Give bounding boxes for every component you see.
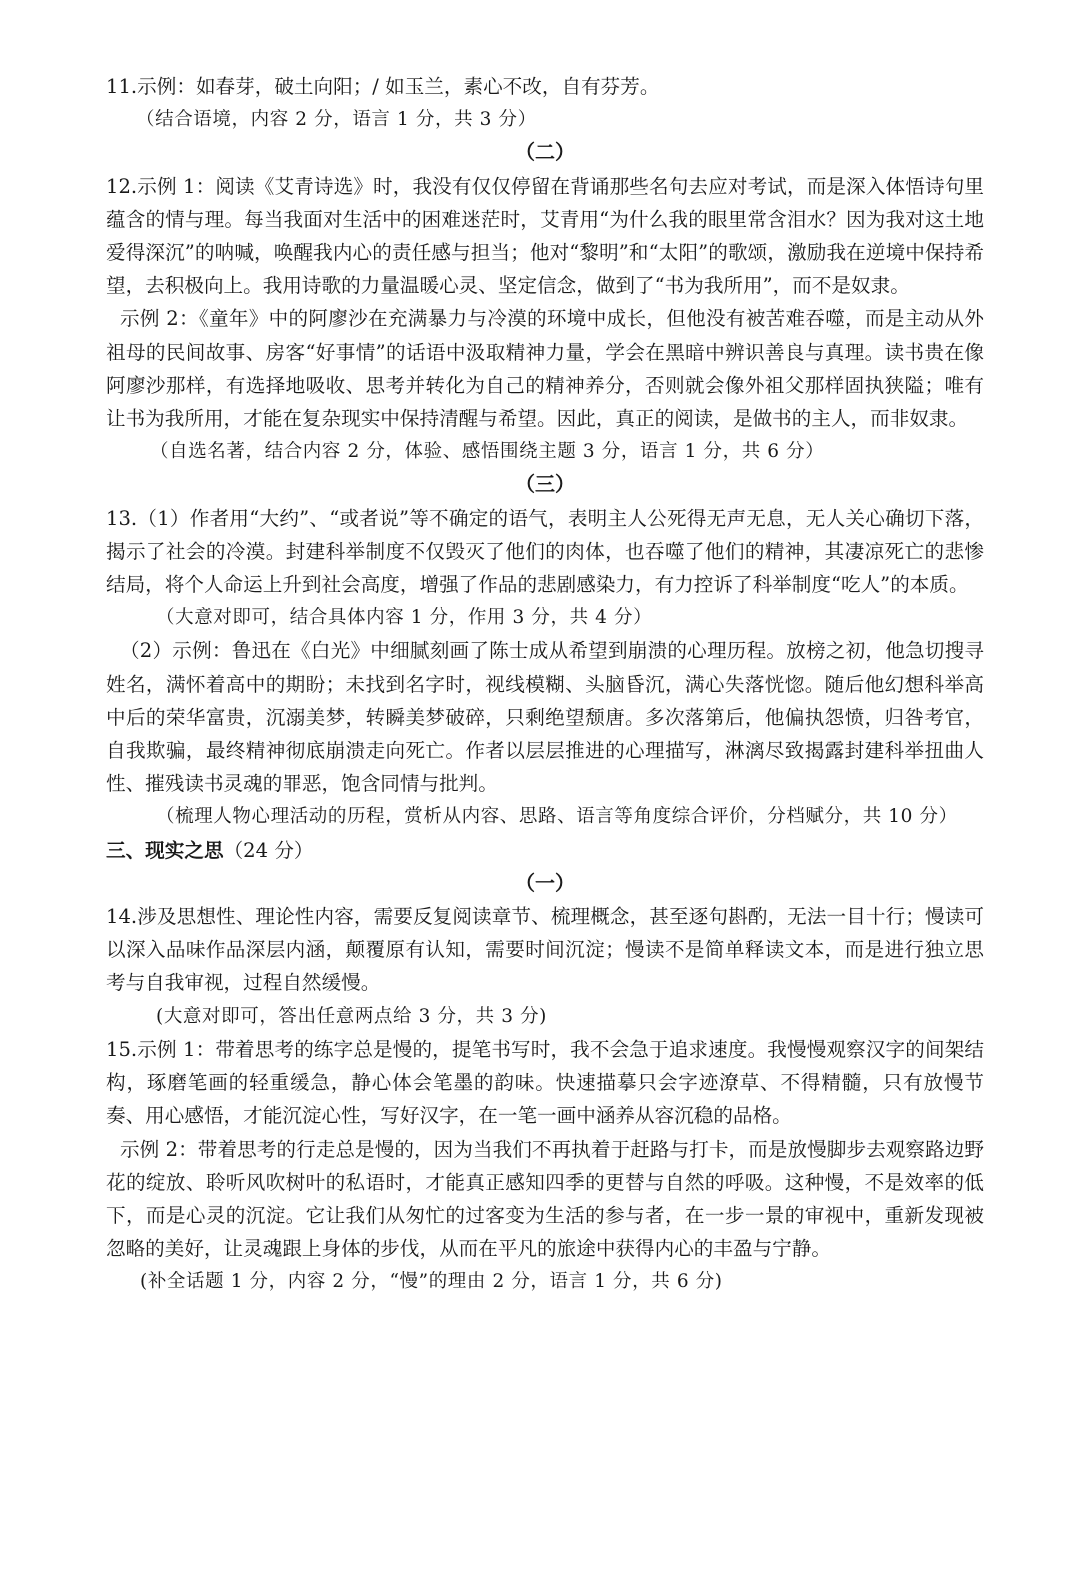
- q13-part-1-score-note: （大意对即可，结合具体内容 1 分，作用 3 分，共 4 分）: [156, 607, 653, 629]
- q15-score-note: (补全话题 1 分，内容 2 分，“慢”的理由 2 分，语言 1 分，共 6 分): [140, 1271, 723, 1293]
- section-3-title: 三、现实之思: [106, 838, 224, 862]
- q14-answer: 14.涉及思想性、理论性内容，需要反复阅读章节、梳理概念，甚至逐句斟酌，无法一目十行；慢读可以深入品味作品深层内涵，颠覆原有认知，需要时间沉淀；慢读不是简单释读文本，而是进行独立思考与自我审视，过程自然缓慢。: [106, 905, 984, 995]
- part-2-heading: （二）: [515, 140, 575, 165]
- q15-example-1: 15.示例 1：带着思考的练字总是慢的，提笔书写时，我不会急于追求速度。我慢慢观察汉字的间架结构，琢磨笔画的轻重缓急，静心体会笔墨的韵味。快速描摹只会字迹潦草、不得精髓，只有放慢节奏、用心感悟，才能沉淀心性，写好汉字，在一笔一画中涵养从容沉稳的品格。: [106, 1037, 984, 1128]
- section-3-points: （24 分）: [223, 838, 314, 862]
- q11-score-note: （结合语境，内容 2 分，语言 1 分，共 3 分）: [136, 109, 537, 131]
- q12-score-note: （自选名著，结合内容 2 分，体验、感悟围绕主题 3 分，语言 1 分，共 6 分）: [150, 441, 825, 463]
- answer-key-page: [106, 70, 984, 1299]
- q12-example-2: 示例 2：《童年》中的阿廖沙在充满暴力与冷漠的环境中成长，但他没有被苦难吞噬，而是主动从外祖母的民间故事、房客“好事情”的话语中汲取精神力量，学会在黑暗中辨识善良与真理。读书贵在像阿廖沙那样，有选择地吸收、思考并转化为自己的精神养分，否则就会像外祖父那样固执狭隘；唯有让书为我所用，才能在复杂现实中保持清醒与希望。因此，真正的阅读，是做书的主人，而非奴隶。: [106, 307, 984, 431]
- part-3-heading: （三）: [515, 472, 575, 497]
- q13-part-1: 13.（1）作者用“大约”、“或者说”等不确定的语气，表明主人公死得无声无息，无人关心确切下落，揭示了社会的冷漠。封建科举制度不仅毁灭了他们的肉体，也吞噬了他们的精神，其凄凉死亡的悲惨结局，将个人命运上升到社会高度，增强了作品的悲剧感染力，有力控诉了科举制度“吃人”的本质。: [106, 506, 984, 597]
- q13-part-2-score-note: （梳理人物心理活动的历程，赏析从内容、思路、语言等角度综合评价，分档赋分，共 10 分）: [156, 806, 958, 828]
- part-1-heading: （一）: [515, 870, 575, 895]
- q14-score-note: (大意对即可，答出任意两点给 3 分，共 3 分): [156, 1005, 547, 1027]
- q12-example-1: 12.示例 1：阅读《艾青诗选》时，我没有仅仅停留在背诵那些名句去应对考试，而是深入体悟诗句里蕴含的情与理。每当我面对生活中的困难迷茫时，艾青用“为什么我的眼里常含泪水？因为我对这土地爱得深沉”的呐喊，唤醒我内心的责任感与担当；他对“黎明”和“太阳”的歌颂，激励我在逆境中保持希望，去积极向上。我用诗歌的力量温暖心灵、坚定信念，做到了“书为我所用”，而不是奴隶。: [106, 174, 984, 298]
- q15-example-2: 示例 2：带着思考的行走总是慢的，因为当我们不再执着于赶路与打卡，而是放慢脚步去观察路边野花的绽放、聆听风吹树叶的私语时，才能真正感知四季的更替与自然的呼吸。这种慢，不是效率的低下，而是心灵的沉淀。它让我们从匆忙的过客变为生活的参与者，在一步一景的审视中，重新发现被忽略的美好，让灵魂跟上身体的步伐，从而在平凡的旅途中获得内心的丰盈与宁静。: [106, 1137, 984, 1261]
- q13-part-2: （2）示例：鲁迅在《白光》中细腻刻画了陈士成从希望到崩溃的心理历程。放榜之初，他急切搜寻姓名，满怀着高中的期盼；未找到名字时，视线模糊、头脑昏沉，满心失落恍惚。随后他幻想科举高中后的荣华富贵，沉溺美梦，转瞬美梦破碎，只剩绝望颓唐。多次落第后，他偏执怨愤，归咎考官，自我欺骗，最终精神彻底崩溃走向死亡。作者以层层推进的心理描写，淋漓尽致揭露封建科举扭曲人性、摧残读书灵魂的罪恶，饱含同情与批判。: [106, 639, 984, 796]
- q11-answer: 11.示例：如春芽，破土向阳；/ 如玉兰，素心不改，自有芬芳。: [106, 75, 660, 98]
- section-3-heading: [106, 834, 984, 867]
